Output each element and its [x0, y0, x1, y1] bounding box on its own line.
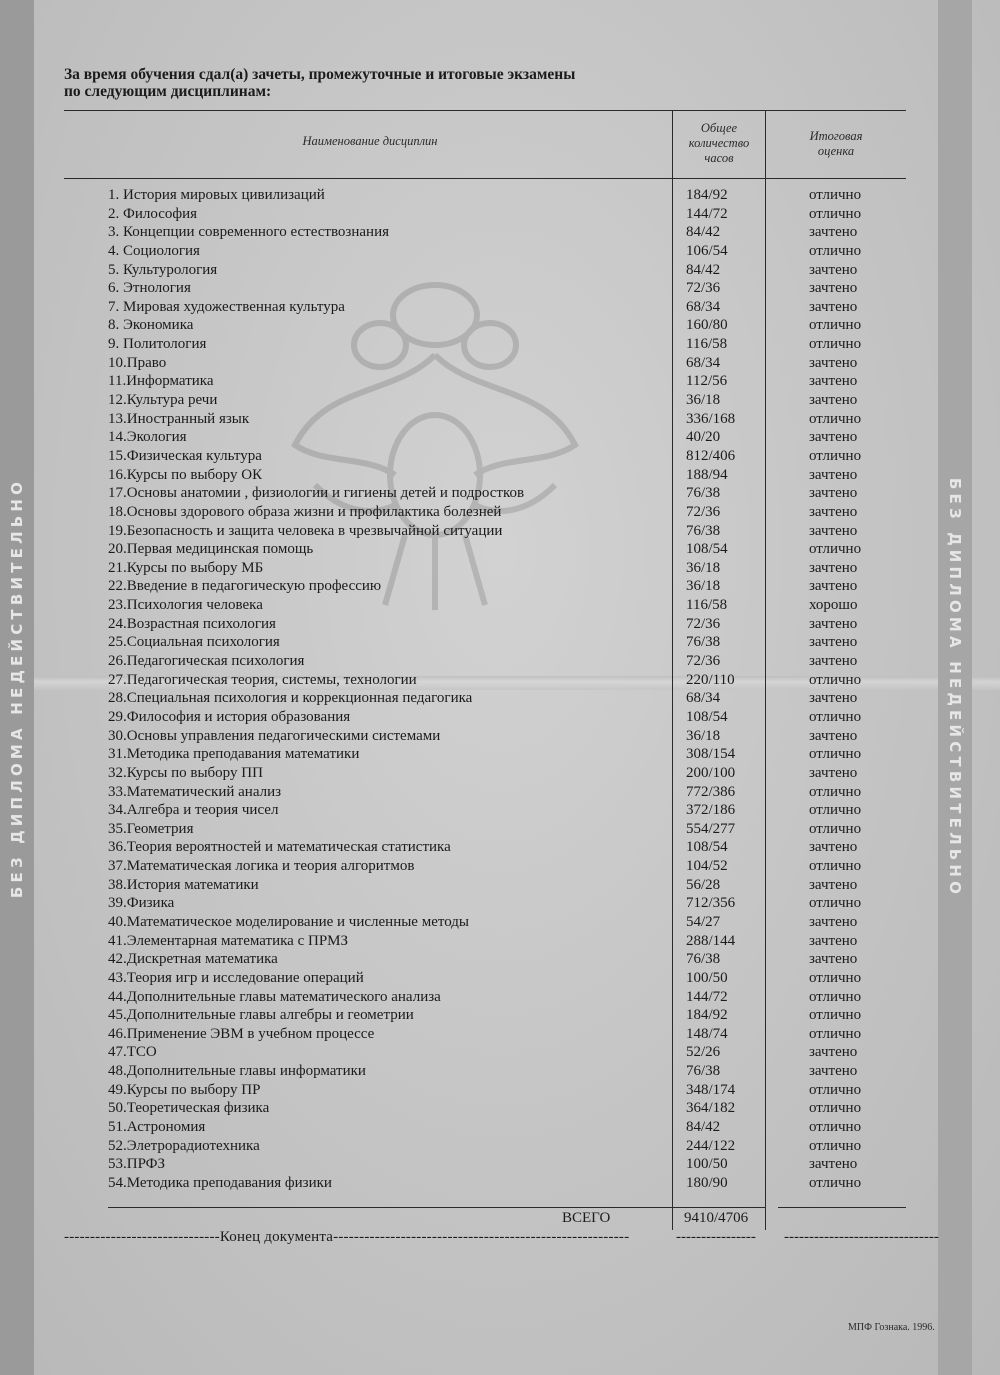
discipline-hours: 72/36	[686, 653, 721, 670]
discipline-grade: хорошо	[809, 597, 858, 614]
table-row	[0, 391, 1000, 410]
discipline-grade: зачтено	[809, 951, 858, 968]
discipline-grade: отлично	[809, 242, 862, 259]
heading-line-2: по следующим дисциплинам:	[64, 83, 272, 100]
discipline-hours: 288/144	[686, 932, 736, 949]
discipline-name: 11.Информатика	[108, 373, 214, 390]
discipline-name: 20.Первая медицинская помощь	[108, 541, 314, 558]
table-row	[0, 559, 1000, 578]
discipline-grade: зачтено	[809, 261, 858, 278]
table-row	[0, 838, 1000, 857]
table-row	[0, 484, 1000, 503]
discipline-hours: 68/34	[686, 690, 721, 707]
discipline-grade: зачтено	[809, 392, 858, 409]
left-side-label: БЕЗ ДИПЛОМА НЕДЕЙСТВИТЕЛЬНО	[8, 477, 26, 899]
table-row	[0, 876, 1000, 895]
discipline-grade: зачтено	[809, 298, 858, 315]
discipline-hours: 772/386	[686, 783, 736, 800]
discipline-grade: зачтено	[809, 224, 858, 241]
column-header-hours-line-1: Общее	[700, 121, 738, 135]
table-row	[0, 764, 1000, 783]
discipline-name: 48.Дополнительные главы информатики	[108, 1063, 366, 1080]
discipline-grade: зачтено	[809, 653, 858, 670]
table-row	[0, 894, 1000, 913]
table-row	[0, 913, 1000, 932]
discipline-name: 19.Безопасность и защита человека в чрезвычайной ситуации	[108, 522, 503, 539]
discipline-hours: 108/54	[686, 839, 728, 856]
discipline-hours: 372/186	[686, 802, 736, 819]
discipline-grade: отлично	[809, 820, 862, 837]
discipline-grade: зачтено	[809, 1063, 858, 1080]
table-row	[0, 540, 1000, 559]
table-row	[0, 1118, 1000, 1137]
table-row	[0, 801, 1000, 820]
total-rule-grade	[778, 1207, 906, 1208]
discipline-grade: отлично	[809, 1100, 862, 1117]
discipline-grade: отлично	[809, 1007, 862, 1024]
discipline-grade: зачтено	[809, 1044, 858, 1061]
discipline-name: 38.История математики	[108, 876, 259, 893]
table-row	[0, 727, 1000, 746]
discipline-name: 27.Педагогическая теория, системы, технологии	[108, 671, 417, 688]
discipline-hours: 812/406	[686, 447, 736, 464]
discipline-grade: отлично	[809, 802, 862, 819]
discipline-grade: отлично	[809, 746, 862, 763]
discipline-name: 15.Физическая культура	[108, 447, 262, 464]
discipline-name: 1. История мировых цивилизаций	[108, 187, 325, 203]
discipline-hours: 84/42	[686, 1119, 721, 1136]
discipline-hours: 72/36	[686, 615, 721, 632]
discipline-grade: отлично	[809, 783, 862, 800]
discipline-hours: 116/58	[686, 336, 728, 353]
discipline-grade: отлично	[809, 858, 862, 875]
discipline-hours: 554/277	[686, 820, 736, 837]
heading-line-1: За время обучения сдал(а) зачеты, промежуточные и итоговые экзамены	[64, 66, 576, 83]
discipline-hours: 76/38	[686, 522, 721, 539]
document-heading	[64, 66, 575, 100]
discipline-name: 54.Методика преподавания физики	[108, 1174, 332, 1191]
table-row	[0, 820, 1000, 839]
discipline-name: 41.Элементарная математика с ПРМЗ	[108, 932, 349, 949]
discipline-name: 49.Курсы по выбору ПР	[108, 1081, 261, 1098]
table-row	[0, 689, 1000, 708]
discipline-name: 8. Экономика	[108, 317, 194, 334]
discipline-grade: зачтено	[809, 466, 858, 483]
table-row	[0, 596, 1000, 615]
printer-mark: МПФ Гознака. 1996.	[848, 1322, 935, 1333]
table-row	[0, 1155, 1000, 1174]
discipline-name: 12.Культура речи	[108, 392, 218, 409]
discipline-hours: 244/122	[686, 1137, 736, 1154]
table-row	[0, 1043, 1000, 1062]
table-row	[0, 1099, 1000, 1118]
discipline-name: 18.Основы здорового образа жизни и профилактика болезней	[108, 503, 502, 520]
discipline-name: 2. Философия	[108, 205, 198, 222]
discipline-grade: зачтено	[809, 727, 858, 744]
table-row	[0, 1174, 1000, 1193]
discipline-hours: 40/20	[686, 429, 721, 446]
discipline-name: 42.Дискретная математика	[108, 951, 278, 968]
discipline-name: 14.Экология	[108, 429, 187, 446]
discipline-grade: зачтено	[809, 615, 858, 632]
discipline-name: 16.Курсы по выбору ОК	[108, 466, 263, 483]
discipline-name: 6. Этнология	[108, 280, 191, 297]
discipline-grade: отлично	[809, 969, 862, 986]
table-row	[0, 522, 1000, 541]
discipline-grade: зачтено	[809, 503, 858, 520]
discipline-grade: зачтено	[809, 485, 858, 502]
discipline-name: 5. Культурология	[108, 261, 218, 278]
discipline-name: 40.Математическое моделирование и численные методы	[108, 913, 470, 930]
discipline-hours: 76/38	[686, 634, 721, 651]
discipline-name: 29.Философия и история образования	[108, 708, 351, 725]
discipline-grade: отлично	[809, 410, 862, 427]
table-row	[0, 447, 1000, 466]
discipline-hours: 106/54	[686, 242, 728, 259]
discipline-grade: отлично	[809, 1137, 862, 1154]
table-row	[0, 298, 1000, 317]
discipline-grade: зачтено	[809, 932, 858, 949]
discipline-hours: 144/72	[686, 988, 728, 1005]
discipline-grade: отлично	[809, 1025, 862, 1042]
discipline-name: 47.ТСО	[108, 1044, 157, 1061]
table-row	[0, 783, 1000, 802]
end-dashes-grade: -------------------------------	[784, 1229, 939, 1245]
table-row	[0, 1137, 1000, 1156]
end-dashes-hours: ----------------	[676, 1229, 756, 1245]
discipline-hours: 54/27	[686, 913, 721, 930]
end-of-document: ------------------------------Конец документа---------------------------------------------------------	[64, 1229, 630, 1245]
discipline-hours: 364/182	[686, 1100, 736, 1117]
discipline-grade: зачтено	[809, 354, 858, 371]
discipline-hours: 336/168	[686, 410, 736, 427]
column-header-hours	[674, 121, 764, 166]
discipline-name: 25.Социальная психология	[108, 634, 280, 651]
discipline-name: 46.Применение ЭВМ в учебном процессе	[108, 1025, 375, 1042]
discipline-grade: зачтено	[809, 876, 858, 893]
column-header-hours-line-2: количество	[688, 136, 750, 150]
discipline-name: 51.Астрономия	[108, 1119, 206, 1136]
discipline-grade: отлично	[809, 447, 862, 464]
column-header-grade	[766, 129, 906, 159]
discipline-grade: отлично	[809, 1081, 862, 1098]
discipline-hours: 36/18	[686, 727, 721, 744]
discipline-hours: 180/90	[686, 1174, 728, 1191]
discipline-grade: зачтено	[809, 578, 858, 595]
table-row	[0, 932, 1000, 951]
discipline-grade: зачтено	[809, 913, 858, 930]
discipline-hours: 100/50	[686, 1156, 728, 1173]
discipline-name: 50.Теоретическая физика	[108, 1100, 270, 1117]
discipline-name: 39.Физика	[108, 895, 175, 912]
discipline-hours: 84/42	[686, 261, 721, 278]
table-top-rule	[64, 110, 906, 111]
discipline-hours: 76/38	[686, 951, 721, 968]
discipline-name: 35.Геометрия	[108, 820, 194, 837]
discipline-hours: 36/18	[686, 578, 721, 595]
discipline-name: 28.Специальная психология и коррекционная педагогика	[108, 690, 473, 707]
table-row	[0, 1006, 1000, 1025]
discipline-grade: зачтено	[809, 373, 858, 390]
discipline-hours: 144/72	[686, 205, 728, 222]
column-header-discipline: Наименование дисциплин	[302, 134, 438, 148]
table-row	[0, 577, 1000, 596]
discipline-grade: отлично	[809, 205, 862, 222]
table-row	[0, 372, 1000, 391]
table-row	[0, 223, 1000, 242]
table-row	[0, 428, 1000, 447]
discipline-name: 52.Элетрорадиотехника	[108, 1137, 260, 1154]
discipline-hours: 308/154	[686, 746, 736, 763]
discipline-grade: отлично	[809, 336, 862, 353]
table-row	[0, 466, 1000, 485]
discipline-name: 3. Концепции современного естествознания	[108, 224, 389, 241]
discipline-list	[0, 186, 1000, 1193]
discipline-grade: зачтено	[809, 839, 858, 856]
discipline-hours: 184/92	[686, 1007, 728, 1024]
table-row	[0, 186, 1000, 205]
discipline-hours: 348/174	[686, 1081, 736, 1098]
table-row	[0, 335, 1000, 354]
discipline-grade: отлично	[809, 1119, 862, 1136]
total-rule-hours	[672, 1207, 765, 1208]
discipline-grade: отлично	[809, 187, 862, 203]
discipline-name: 33.Математический анализ	[108, 783, 282, 800]
table-row	[0, 261, 1000, 280]
table-header-rule	[64, 178, 906, 179]
discipline-name: 7. Мировая художественная культура	[108, 298, 345, 315]
discipline-hours: 112/56	[686, 373, 728, 390]
discipline-hours: 200/100	[686, 764, 736, 781]
discipline-name: 17.Основы анатомии , физиологии и гигиены детей и подростков	[108, 485, 525, 502]
discipline-grade: отлично	[809, 708, 862, 725]
table-row	[0, 316, 1000, 335]
right-side-label: БЕЗ ДИПЛОМА НЕДЕЙСТВИТЕЛЬНО	[946, 477, 964, 899]
discipline-hours: 72/36	[686, 503, 721, 520]
discipline-grade: зачтено	[809, 764, 858, 781]
discipline-hours: 108/54	[686, 541, 728, 558]
discipline-hours: 108/54	[686, 708, 728, 725]
discipline-name: 44.Дополнительные главы математического анализа	[108, 988, 441, 1005]
table-row	[0, 279, 1000, 298]
discipline-grade: отлично	[809, 988, 862, 1005]
discipline-name: 4. Социология	[108, 242, 200, 259]
discipline-grade: отлично	[809, 671, 862, 688]
discipline-name: 23.Психология человека	[108, 597, 263, 614]
total-rule-name	[108, 1207, 672, 1208]
table-row	[0, 410, 1000, 429]
table-row	[0, 205, 1000, 224]
discipline-name: 13.Иностранный язык	[108, 410, 250, 427]
discipline-hours: 36/18	[686, 559, 721, 576]
column-header-hours-line-3: часов	[704, 151, 734, 165]
column-header-grade-line-1: Итоговая	[809, 129, 863, 143]
table-row	[0, 708, 1000, 727]
discipline-hours: 84/42	[686, 224, 721, 241]
discipline-grade: отлично	[809, 317, 862, 334]
discipline-name: 22.Введение в педагогическую профессию	[108, 578, 382, 595]
discipline-grade: отлично	[809, 895, 862, 912]
discipline-hours: 72/36	[686, 280, 721, 297]
discipline-hours: 188/94	[686, 466, 728, 483]
table-row	[0, 242, 1000, 261]
discipline-hours: 184/92	[686, 187, 728, 203]
table-row	[0, 857, 1000, 876]
table-row	[0, 615, 1000, 634]
discipline-name: 34.Алгебра и теория чисел	[108, 802, 279, 819]
discipline-name: 43.Теория игр и исследование операций	[108, 969, 364, 986]
discipline-hours: 100/50	[686, 969, 728, 986]
discipline-hours: 712/356	[686, 895, 736, 912]
column-header-grade-line-2: оценка	[817, 144, 855, 158]
discipline-name: 9. Политология	[108, 336, 207, 353]
table-row	[0, 354, 1000, 373]
table-row	[0, 671, 1000, 690]
discipline-name: 53.ПРФЗ	[108, 1156, 166, 1173]
table-row	[0, 652, 1000, 671]
discipline-hours: 76/38	[686, 1063, 721, 1080]
total-hours: 9410/4706	[684, 1210, 749, 1226]
table-row	[0, 1025, 1000, 1044]
table-row	[0, 950, 1000, 969]
table-row	[0, 745, 1000, 764]
discipline-grade: отлично	[809, 1174, 862, 1191]
discipline-hours: 148/74	[686, 1025, 728, 1042]
table-row	[0, 633, 1000, 652]
discipline-hours: 76/38	[686, 485, 721, 502]
discipline-grade: зачтено	[809, 690, 858, 707]
discipline-name: 32.Курсы по выбору ПП	[108, 764, 263, 781]
discipline-name: 37.Математическая логика и теория алгоритмов	[108, 858, 415, 875]
discipline-name: 26.Педагогическая психология	[108, 653, 305, 670]
discipline-grade: зачтено	[809, 559, 858, 576]
table-row	[0, 988, 1000, 1007]
discipline-hours: 220/110	[686, 671, 735, 688]
table-row	[0, 1062, 1000, 1081]
discipline-hours: 36/18	[686, 392, 721, 409]
discipline-hours: 68/34	[686, 298, 721, 315]
discipline-name: 31.Методика преподавания математики	[108, 746, 360, 763]
discipline-hours: 104/52	[686, 858, 728, 875]
discipline-grade: зачтено	[809, 522, 858, 539]
table-row	[0, 503, 1000, 522]
discipline-grade: зачтено	[809, 429, 858, 446]
discipline-grade: отлично	[809, 541, 862, 558]
discipline-grade: зачтено	[809, 1156, 858, 1173]
total-label: ВСЕГО	[562, 1210, 611, 1226]
discipline-name: 36.Теория вероятностей и математическая статистика	[108, 839, 451, 856]
discipline-hours: 56/28	[686, 876, 721, 893]
table-row	[0, 969, 1000, 988]
discipline-hours: 68/34	[686, 354, 721, 371]
discipline-hours: 116/58	[686, 597, 728, 614]
discipline-name: 24.Возрастная психология	[108, 615, 276, 632]
table-row	[0, 1081, 1000, 1100]
discipline-name: 21.Курсы по выбору МБ	[108, 559, 264, 576]
discipline-hours: 52/26	[686, 1044, 721, 1061]
discipline-hours: 160/80	[686, 317, 728, 334]
discipline-name: 45.Дополнительные главы алгебры и геометрии	[108, 1007, 414, 1024]
discipline-name: 10.Право	[108, 354, 167, 371]
discipline-name: 30.Основы управления педагогическими системами	[108, 727, 441, 744]
discipline-grade: зачтено	[809, 634, 858, 651]
discipline-grade: зачтено	[809, 280, 858, 297]
